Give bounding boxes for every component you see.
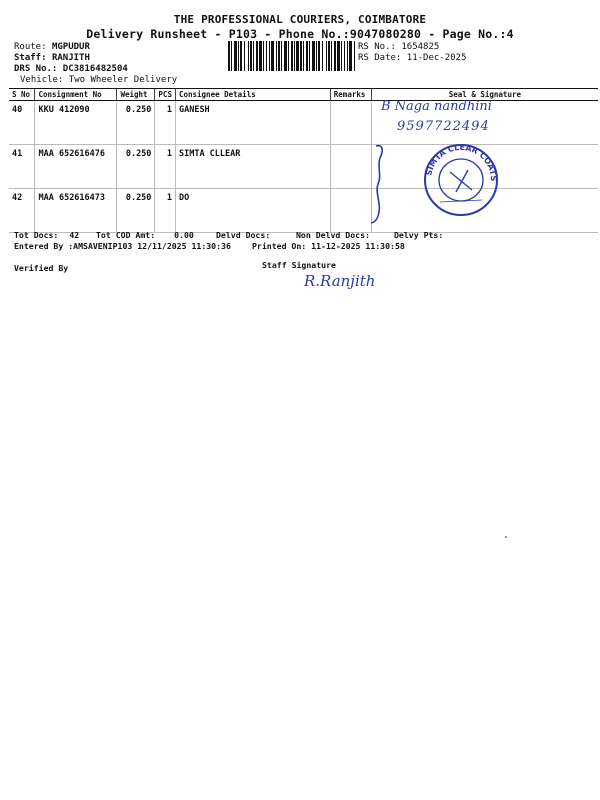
printed-on-value: 11-12-2025 11:30:58 — [311, 241, 405, 251]
barcode-bar — [294, 41, 295, 71]
barcode-bar — [234, 41, 237, 71]
barcode-bar — [344, 41, 345, 71]
drs-value: DC3816482504 — [62, 64, 128, 74]
barcode-bar — [284, 41, 287, 71]
barcode-bar — [263, 41, 264, 71]
stamp-text: SIMTA CLEAR COATS — [424, 142, 499, 182]
totals-line — [14, 230, 79, 240]
barcode-bar — [238, 41, 239, 71]
company-seal-stamp — [420, 140, 502, 220]
col-weight: Weight — [117, 89, 155, 101]
cell-sno: 41 — [9, 145, 35, 189]
table-header-row — [9, 89, 598, 101]
staff-signature-label: Staff Signature — [262, 260, 336, 270]
tot-cod-value: 0.00 — [174, 230, 194, 240]
route-label: Route: — [14, 42, 47, 52]
handwritten-receiver-phone: 9597722494 — [397, 119, 490, 134]
delvy-pts-label: Delvy Pts: — [394, 230, 444, 240]
barcode-bar — [334, 41, 336, 71]
tot-cod-line — [96, 230, 194, 240]
tot-docs-value: 42 — [69, 230, 80, 240]
barcode-bar — [266, 41, 267, 71]
verified-by-label: Verified By — [14, 263, 69, 273]
rs-no-value: 1654825 — [401, 42, 440, 52]
barcode-bar — [291, 41, 293, 71]
barcode-bar — [300, 41, 302, 71]
barcode-bar — [328, 41, 330, 71]
barcode-bar — [303, 41, 304, 71]
table-row — [9, 145, 598, 189]
barcode-bar — [349, 41, 352, 71]
col-seal: Seal & Signature — [371, 89, 598, 101]
barcode-bar — [309, 41, 310, 71]
drs-line — [14, 64, 128, 74]
barcode-bar — [288, 41, 289, 71]
col-consignment: Consignment No — [35, 89, 117, 101]
barcode-bar — [248, 41, 249, 71]
cell-weight: 0.250 — [117, 189, 155, 233]
rs-date-line — [358, 53, 466, 63]
cell-consignment: MAA 652616476 — [35, 145, 117, 189]
entered-by-line — [14, 241, 231, 251]
barcode-bar — [316, 41, 317, 71]
cell-remarks — [330, 189, 371, 233]
tot-docs-label: Tot Docs: — [14, 230, 59, 240]
barcode-bar — [253, 41, 254, 71]
barcode-bar — [354, 41, 355, 71]
barcode-bar — [250, 41, 252, 71]
drs-label: DRS No.: — [14, 64, 58, 74]
barcode-bar — [228, 41, 230, 71]
cell-consignee: GANESH — [175, 101, 330, 145]
rs-no-line — [358, 42, 439, 52]
staff-value: RANJITH — [51, 53, 90, 63]
rs-date-value: 11-Dec-2025 — [406, 53, 467, 63]
table-row — [9, 101, 598, 145]
route-value: MGPUDUR — [51, 42, 90, 52]
col-pcs: PCS — [155, 89, 176, 101]
runsheet-subtitle: Delivery Runsheet - P103 - Phone No.:9047080280 - Page No.:4 — [86, 27, 514, 41]
cell-consignment: KKU 412090 — [35, 101, 117, 145]
barcode-bar — [281, 41, 282, 71]
cell-consignee: SIMTA CLLEAR — [175, 145, 330, 189]
delvd-docs-label: Delvd Docs: — [216, 230, 271, 240]
staff-handwritten-signature: R.Ranjith — [304, 272, 376, 290]
printed-on-line — [252, 241, 405, 251]
cell-remarks — [330, 101, 371, 145]
cell-consignment: MAA 652616473 — [35, 189, 117, 233]
barcode-bar — [259, 41, 262, 71]
barcode-bar — [278, 41, 280, 71]
cell-pcs: 1 — [155, 101, 176, 145]
non-delvd-docs-label: Non Delvd Docs: — [296, 230, 370, 240]
barcode-bar — [341, 41, 342, 71]
paper-speck — [505, 536, 507, 538]
barcode-bar — [276, 41, 277, 71]
barcode-bar — [326, 41, 327, 71]
route-line — [14, 42, 90, 52]
barcode-bar — [271, 41, 274, 71]
runsheet-table — [9, 88, 598, 233]
staff-label: Staff: — [14, 53, 47, 63]
barcode — [228, 41, 355, 71]
vehicle-value: Two Wheeler Delivery — [68, 75, 178, 85]
cell-remarks — [330, 145, 371, 189]
col-consignee: Consignee Details — [175, 89, 330, 101]
vehicle-line — [20, 75, 177, 85]
barcode-bar — [331, 41, 332, 71]
barcode-bar — [312, 41, 315, 71]
handwritten-receiver-name: B Naga nandhini — [381, 99, 492, 114]
cell-sno: 40 — [9, 101, 35, 145]
printed-on-label: Printed On: — [252, 241, 307, 251]
rs-date-label: RS Date: — [358, 53, 402, 63]
handwritten-bracket — [368, 142, 392, 226]
staff-line — [14, 53, 90, 63]
cell-sno: 42 — [9, 189, 35, 233]
rs-no-label: RS No.: — [358, 42, 396, 52]
cell-pcs: 1 — [155, 145, 176, 189]
barcode-bar — [306, 41, 308, 71]
barcode-bar — [269, 41, 270, 71]
barcode-bar — [231, 41, 232, 71]
cell-weight: 0.250 — [117, 101, 155, 145]
table-row — [9, 189, 598, 233]
barcode-bar — [322, 41, 323, 71]
company-title: THE PROFESSIONAL COURIERS, COIMBATORE — [173, 13, 427, 26]
barcode-bar — [296, 41, 299, 71]
entered-by-label: Entered By : — [14, 241, 74, 251]
cell-pcs: 1 — [155, 189, 176, 233]
barcode-bar — [318, 41, 320, 71]
col-remarks: Remarks — [330, 89, 371, 101]
barcode-bar — [347, 41, 348, 71]
cell-consignee: DO — [175, 189, 330, 233]
barcode-bar — [256, 41, 258, 71]
vehicle-label: Vehicle: — [20, 75, 64, 85]
entered-by-value: AMSAVENIP103 12/11/2025 11:30:36 — [73, 241, 231, 251]
tot-cod-label: Tot COD Amt: — [96, 230, 156, 240]
col-sno: S No — [9, 89, 35, 101]
cell-weight: 0.250 — [117, 145, 155, 189]
barcode-bar — [337, 41, 340, 71]
barcode-bar — [244, 41, 245, 71]
barcode-bar — [240, 41, 242, 71]
